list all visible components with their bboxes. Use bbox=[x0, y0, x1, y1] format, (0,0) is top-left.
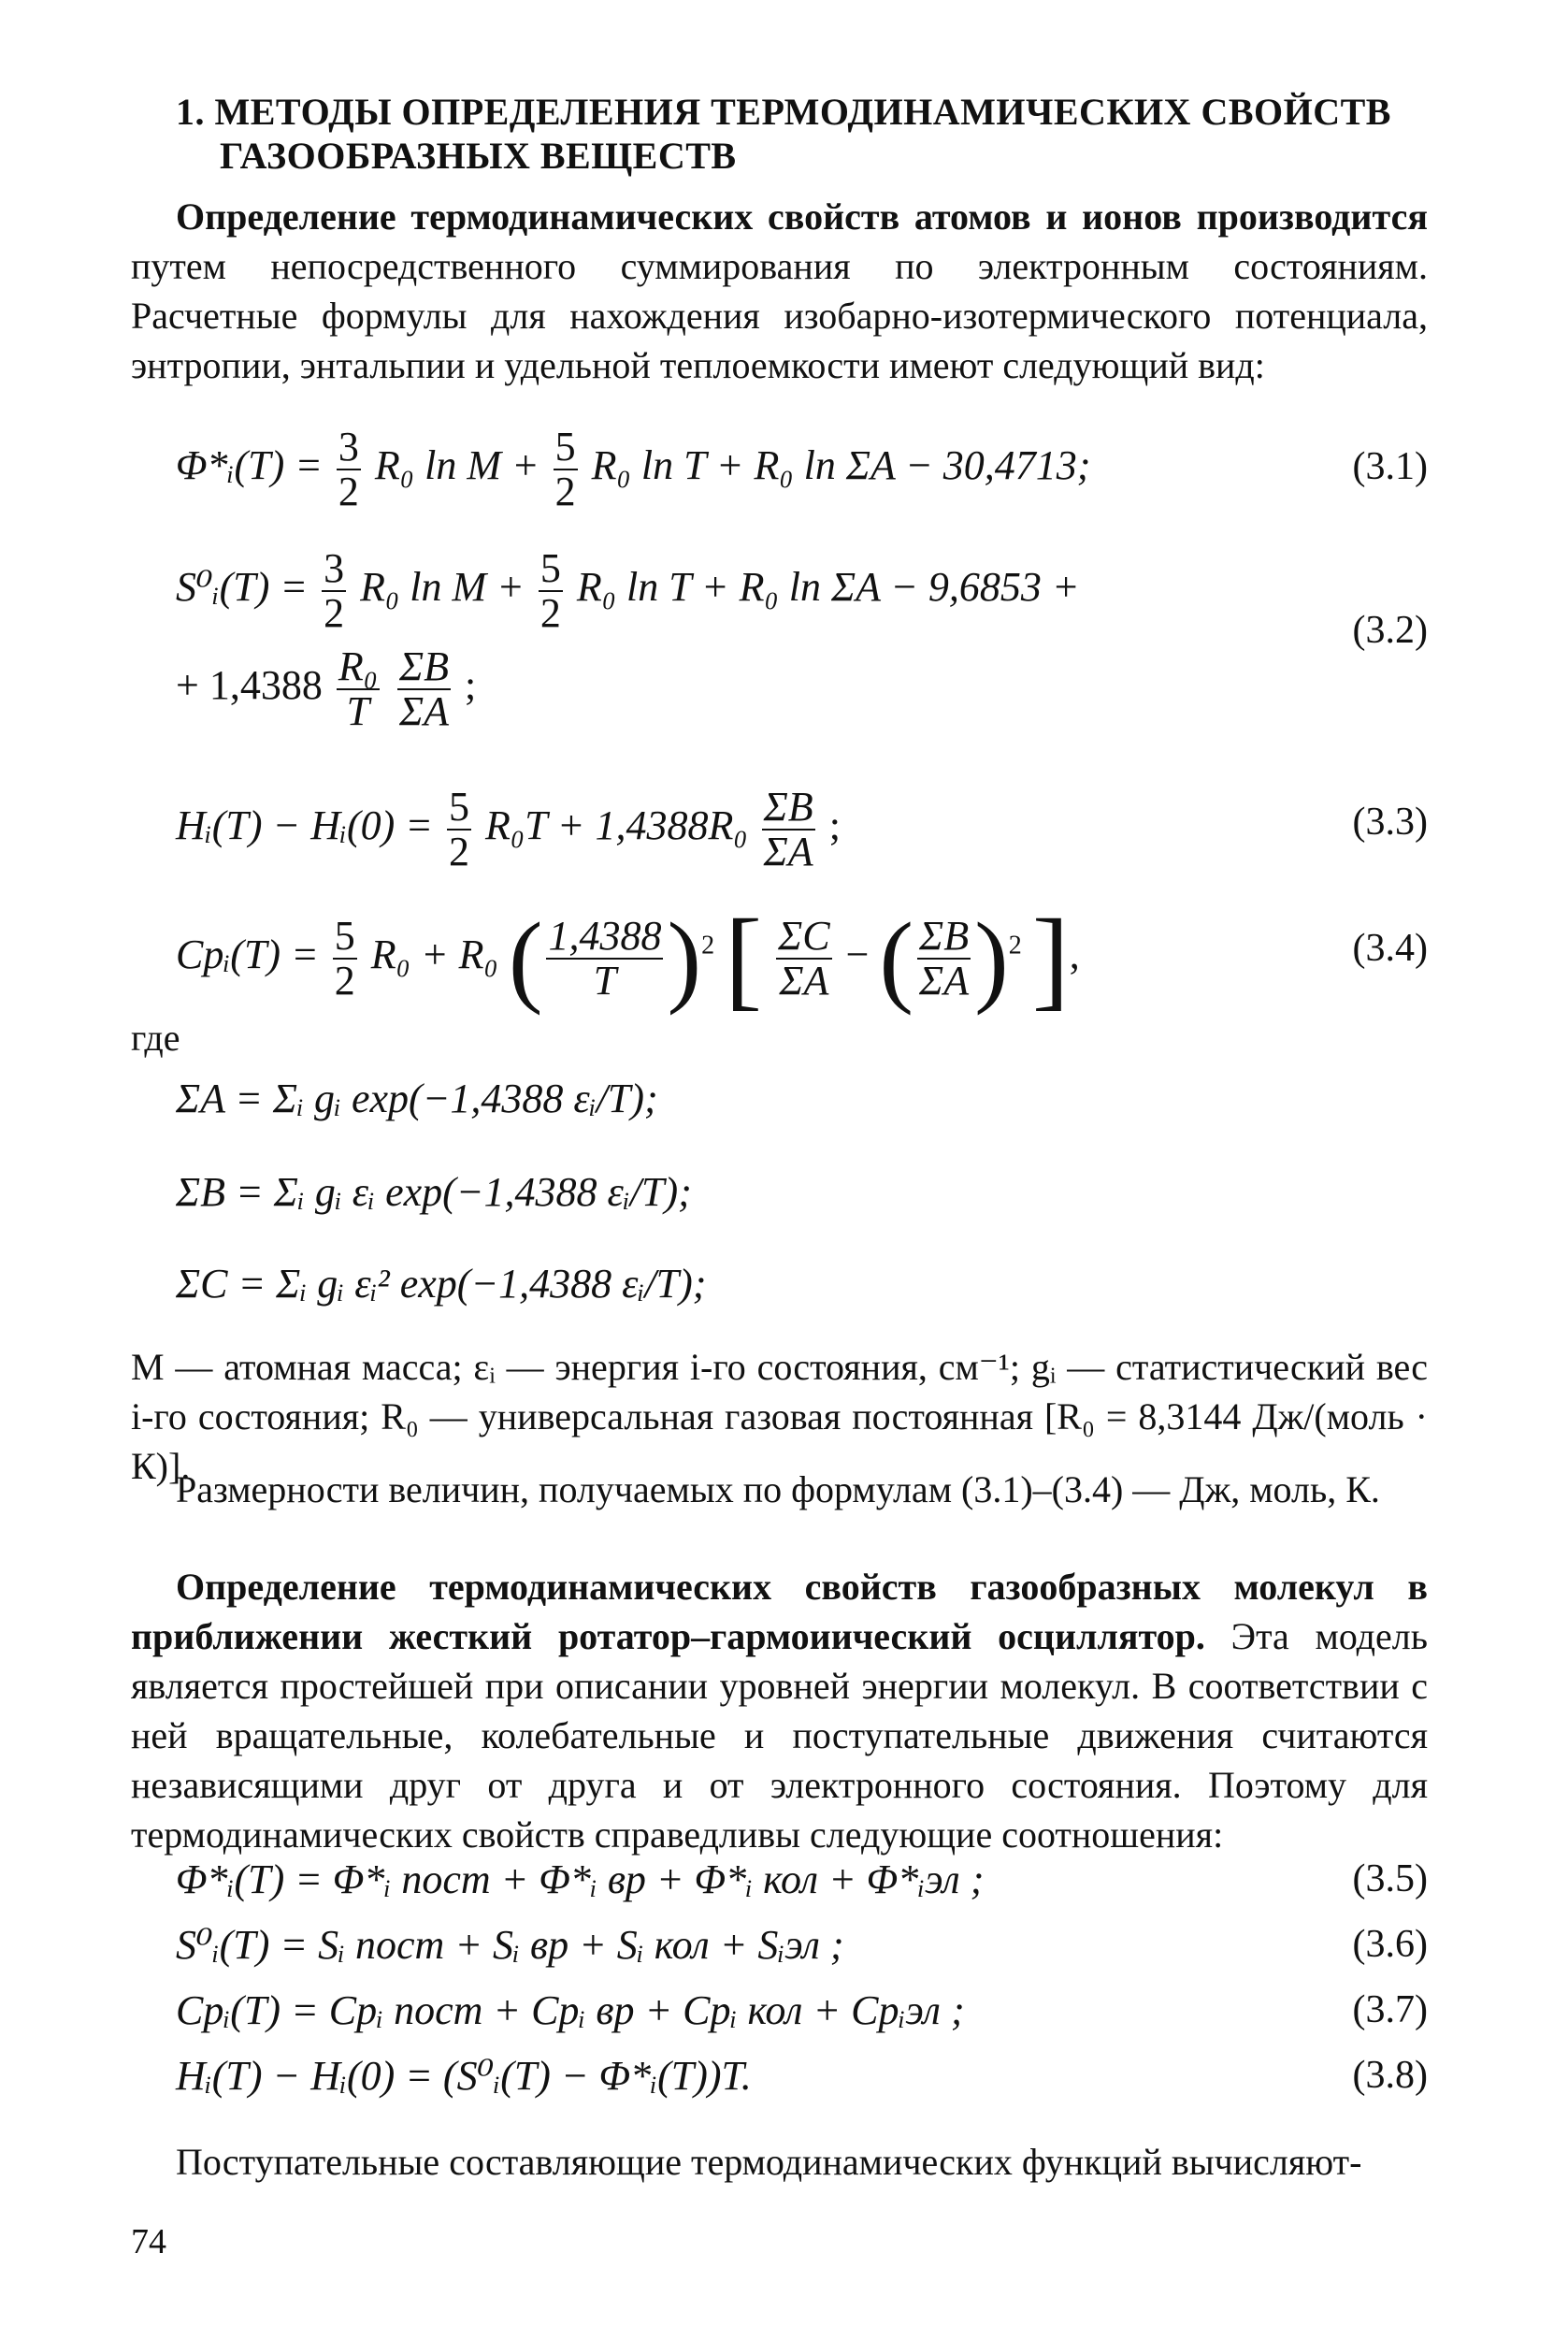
equation-number-3-8: (3.8) bbox=[1352, 2054, 1428, 2097]
sum-a: ΣA = Σᵢ gᵢ exp(−1,4388 εᵢ/T); bbox=[176, 1076, 658, 1121]
closing-line: Поступательные составляющие термодинамических функций вычисляют- bbox=[176, 2141, 1362, 2183]
intro-rest: путем непосредственного суммирования по электронным состояниям. Расчетные формулы для нахождения изобарно-изотермического потенциала, энтропии, энтальпии и удельной теплоемкости имеют следующий вид: bbox=[131, 245, 1428, 386]
equation-3-7: Cpᵢ(T) = Cpᵢ пост + Cpᵢ вр + Cpᵢ кол + Cpᵢэл ; bbox=[176, 1987, 965, 2033]
molecules-rest: Эта модель является простейшей при описании уровней энергии молекул. В соответствии с ней вращательные, колебательные и поступательные движения считаются независящими друг от друга и от электронного состояния. Поэтому для термодинамических свойств справедливы следующие соотношения: bbox=[131, 1615, 1428, 1856]
equation-3-3: Hᵢ(T) − Hᵢ(0) = $\frac{5}{2}$ R₀T + 1,4388R₀ $\frac{\Sigma B}{\Sigma A}$ ; bbox=[176, 784, 841, 874]
equation-number-3-1: (3.1) bbox=[1352, 445, 1428, 488]
equation-number-3-7: (3.7) bbox=[1352, 1988, 1428, 2031]
equation-number-3-2: (3.2) bbox=[1352, 609, 1428, 652]
intro-paragraph bbox=[131, 192, 1428, 390]
equation-3-2-line1: S⁰ᵢ(T) = $\frac{3}{2}$ R₀ ln M + $\frac{5}{2}$ R₀ ln T + R₀ ln ΣA − 9,6853 + bbox=[176, 545, 1080, 636]
intro-lead: Определение термодинамических свойств атомов и ионов производится bbox=[176, 195, 1428, 238]
equation-3-8: Hᵢ(T) − Hᵢ(0) = (S⁰ᵢ(T) − Φ*ᵢ(T))T. bbox=[176, 2053, 752, 2099]
definitions-paragraph: M — атомная масса; εᵢ — энергия i-го состояния, см⁻¹; gᵢ — статистический вес i-го состояния; R₀ — универсальная газовая постоянная [R₀ = 8,3144 Дж/(моль · К)]. bbox=[131, 1346, 1428, 1487]
equation-3-5: Φ*ᵢ(T) = Φ*ᵢ пост + Φ*ᵢ вр + Φ*ᵢ кол + Φ*ᵢэл ; bbox=[176, 1856, 985, 1902]
page-number: 74 bbox=[131, 2222, 166, 2261]
equation-3-6: S⁰ᵢ(T) = Sᵢ пост + Sᵢ вр + Sᵢ кол + Sᵢэл ; bbox=[176, 1922, 844, 1968]
sum-c: ΣC = Σᵢ gᵢ εᵢ² exp(−1,4388 εᵢ/T); bbox=[176, 1261, 707, 1307]
equation-3-4: Cpᵢ(T) = $\frac{5}{2}$ R₀ + R₀ ( $\frac{1,4388}{T}$ )$^2$ [ $\frac{\Sigma C}{\Sigma A}$ − ( $\frac{\Sigma B}{\Sigma A}$ )$^2$ ], bbox=[176, 896, 1080, 1020]
section-heading-line1: 1. МЕТОДЫ ОПРЕДЕЛЕНИЯ ТЕРМОДИНАМИЧЕСКИХ СВОЙСТВ bbox=[176, 91, 1391, 133]
equation-number-3-3: (3.3) bbox=[1352, 801, 1428, 844]
molecules-paragraph bbox=[131, 1562, 1428, 1859]
molecules-lead: Определение термодинамических свойств газообразных молекул в приближении жесткий ротатор–гармоиический осциллятор. bbox=[131, 1566, 1428, 1657]
where-label: где bbox=[131, 1017, 180, 1059]
equation-3-2-line2: + 1,4388 $\frac{\text{R₀}}{T}$ $\frac{\Sigma B}{\Sigma A}$ ; bbox=[176, 643, 477, 734]
equation-number-3-4: (3.4) bbox=[1352, 927, 1428, 970]
equation-3-1: Φ*ᵢ(T) = $\frac{3}{2}$ R₀ ln M + $\frac{5}{2}$ R₀ ln T + R₀ ln ΣA − 30,4713; bbox=[176, 424, 1091, 514]
equation-number-3-5: (3.5) bbox=[1352, 1857, 1428, 1900]
sum-b: ΣB = Σᵢ gᵢ εᵢ exp(−1,4388 εᵢ/T); bbox=[176, 1169, 692, 1215]
section-heading-line2: ГАЗООБРАЗНЫХ ВЕЩЕСТВ bbox=[220, 135, 737, 177]
dimensions-paragraph: Размерности величин, получаемых по формулам (3.1)–(3.4) — Дж, моль, К. bbox=[176, 1468, 1380, 1510]
equation-number-3-6: (3.6) bbox=[1352, 1923, 1428, 1966]
